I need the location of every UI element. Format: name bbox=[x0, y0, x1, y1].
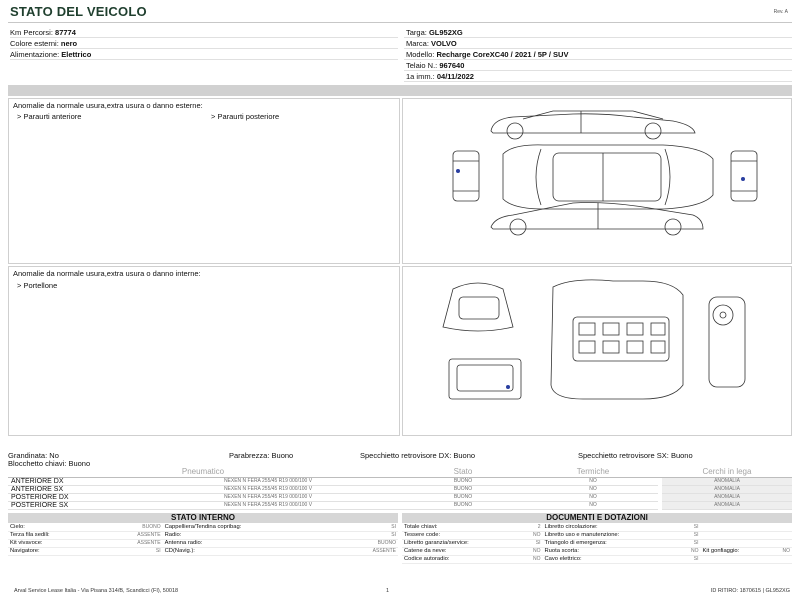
brand-label: Marca: bbox=[406, 39, 429, 48]
revision-label: Rev. A bbox=[773, 9, 788, 15]
interior-row bbox=[8, 523, 398, 531]
documents-row bbox=[402, 547, 792, 555]
item-value: BUONO bbox=[103, 523, 163, 531]
header-termiche: Termiche bbox=[528, 467, 658, 477]
item-label: Cappelliera/Tendina copribag: bbox=[163, 523, 339, 531]
item-value bbox=[772, 523, 792, 531]
documents-table bbox=[402, 523, 792, 564]
divider bbox=[404, 70, 792, 71]
item-value: SI bbox=[680, 555, 700, 563]
color-label: Colore esterni: bbox=[10, 39, 59, 48]
item-value: 2 bbox=[522, 523, 542, 531]
rim-status: ANOMALIA bbox=[662, 501, 792, 509]
divider bbox=[8, 22, 792, 23]
item-label: Ruota scorta: bbox=[543, 547, 681, 555]
tyre-row bbox=[8, 477, 792, 485]
model-value: Recharge CoreXC40 / 2021 / 5P / SUV bbox=[436, 50, 569, 59]
item-value bbox=[772, 555, 792, 563]
item-label: Radio: bbox=[163, 531, 339, 539]
item-label: Libretto uso e manutenzione: bbox=[543, 531, 681, 539]
header-cerchi: Cerchi in lega bbox=[662, 467, 792, 477]
tyres-table bbox=[8, 467, 792, 510]
chassis-value: 967640 bbox=[439, 61, 465, 70]
item-label: Totale chiavi: bbox=[402, 523, 522, 531]
tyre-row bbox=[8, 501, 792, 509]
external-damage-panel bbox=[8, 98, 400, 264]
tyre-model: NEXEN N FERA 255/45 R19 000/100 V bbox=[138, 493, 398, 501]
model-label: Modello: bbox=[406, 50, 435, 59]
vehicle-info-left bbox=[10, 27, 91, 60]
pickup-id: ID RITIRO: 1870615 | GL952XG bbox=[710, 588, 790, 594]
item-value: NO bbox=[522, 555, 542, 563]
divider bbox=[404, 37, 792, 38]
mirror-left-status: Specchietto retrovisore SX: Buono bbox=[578, 451, 693, 460]
item-label bbox=[701, 539, 772, 547]
tyre-position: POSTERIORE SX bbox=[8, 501, 138, 509]
item-label: Codice autoradio: bbox=[402, 555, 522, 563]
item-value: SI bbox=[680, 531, 700, 539]
header-stato: Stato bbox=[398, 467, 528, 477]
tyre-row bbox=[8, 485, 792, 493]
item-label bbox=[701, 531, 772, 539]
item-label bbox=[701, 523, 772, 531]
item-label: Antenna radio: bbox=[163, 539, 339, 547]
damage-item: > Paraurti anteriore bbox=[17, 112, 82, 121]
fuel-label: Alimentazione: bbox=[10, 50, 60, 59]
item-label: Triangolo di emergenza: bbox=[543, 539, 681, 547]
plate-value: GL952XG bbox=[428, 28, 463, 37]
interior-row bbox=[8, 547, 398, 555]
key-lock-status: Blocchetto chiavi: Buono bbox=[8, 459, 91, 468]
internal-damage-title: Anomalie da normale usura,extra usura o danno interne: bbox=[13, 269, 201, 278]
hail-status: Grandinata: No bbox=[8, 451, 59, 460]
header-pneumatico: Pneumatico bbox=[8, 467, 398, 477]
vehicle-info-right bbox=[406, 27, 568, 82]
interior-title: STATO INTERNO bbox=[8, 513, 398, 523]
tyre-row bbox=[8, 493, 792, 501]
tyre-winter: NO bbox=[528, 501, 658, 509]
item-value: BUONO bbox=[338, 539, 398, 547]
tyre-model: NEXEN N FERA 255/45 R19 000/100 V bbox=[138, 477, 398, 485]
interior-table bbox=[8, 523, 398, 556]
item-value bbox=[772, 531, 792, 539]
brand-value: VOLVO bbox=[431, 39, 457, 48]
damage-marker bbox=[741, 177, 745, 181]
item-value: SI bbox=[103, 547, 163, 555]
item-label: Libretto garanzia/service: bbox=[402, 539, 522, 547]
tyre-winter: NO bbox=[528, 477, 658, 485]
external-damage-title: Anomalie da normale usura,extra usura o danno esterne: bbox=[13, 101, 203, 110]
registration-value: 04/11/2022 bbox=[436, 72, 474, 81]
divider bbox=[404, 59, 792, 60]
documents-row bbox=[402, 555, 792, 563]
windscreen-status: Parabrezza: Buono bbox=[229, 451, 294, 460]
item-value: SI bbox=[522, 539, 542, 547]
item-value: NO bbox=[680, 547, 700, 555]
documents-row bbox=[402, 539, 792, 547]
tyre-model: NEXEN N FERA 255/45 R19 000/100 V bbox=[138, 485, 398, 493]
car-interior-diagram bbox=[403, 267, 793, 437]
rim-status: ANOMALIA bbox=[662, 485, 792, 493]
footer-company: Arval Service Lease Italia - Via Pisana 314/B, Scandicci (FI), 50018 bbox=[14, 588, 179, 594]
damage-item: > Paraurti posteriore bbox=[211, 112, 280, 121]
item-label: Libretto circolazione: bbox=[543, 523, 681, 531]
tyre-condition: BUONO bbox=[398, 485, 528, 493]
page-title: STATO DEL VEICOLO bbox=[10, 4, 147, 19]
item-value: ASSENTE bbox=[103, 531, 163, 539]
tyre-condition: BUONO bbox=[398, 477, 528, 485]
damage-marker bbox=[506, 385, 510, 389]
divider bbox=[404, 48, 792, 49]
km-label: Km Percorsi: bbox=[10, 28, 53, 37]
mirror-right-status: Specchietto retrovisore DX: Buono bbox=[360, 451, 476, 460]
item-label: Cavo elettrico: bbox=[543, 555, 681, 563]
tyre-condition: BUONO bbox=[398, 493, 528, 501]
interior-row bbox=[8, 531, 398, 539]
tyre-winter: NO bbox=[528, 493, 658, 501]
item-value: SI bbox=[680, 539, 700, 547]
item-value bbox=[772, 539, 792, 547]
interior-section bbox=[8, 513, 398, 556]
tyres-header-row bbox=[8, 467, 792, 477]
divider bbox=[10, 37, 398, 38]
item-value: SI bbox=[338, 523, 398, 531]
item-label bbox=[701, 555, 772, 563]
item-label: Kit gonfiaggio: bbox=[701, 547, 772, 555]
rim-status: ANOMALIA bbox=[662, 493, 792, 501]
documents-row bbox=[402, 523, 792, 531]
tyre-position: ANTERIORE SX bbox=[8, 485, 138, 493]
interior-row bbox=[8, 539, 398, 547]
registration-label: 1a imm.: bbox=[406, 72, 435, 81]
item-value: NO bbox=[522, 531, 542, 539]
item-label: CD(Navig.): bbox=[163, 547, 339, 555]
car-exterior-diagram bbox=[403, 99, 793, 265]
section-separator bbox=[8, 85, 792, 96]
item-label: Cielo: bbox=[8, 523, 103, 531]
page-number: 1 bbox=[386, 588, 390, 594]
tyre-position: POSTERIORE DX bbox=[8, 493, 138, 501]
item-label: Navigatore: bbox=[8, 547, 103, 555]
documents-row bbox=[402, 531, 792, 539]
divider bbox=[10, 48, 398, 49]
item-label: Terza fila sedili: bbox=[8, 531, 103, 539]
item-label: Kit vivavoce: bbox=[8, 539, 103, 547]
tyre-winter: NO bbox=[528, 485, 658, 493]
fuel-value: Elettrico bbox=[61, 50, 92, 59]
plate-label: Targa: bbox=[406, 28, 427, 37]
item-value: NO bbox=[772, 547, 792, 555]
item-value: SI bbox=[338, 531, 398, 539]
rim-status: ANOMALIA bbox=[662, 477, 792, 485]
item-label: Catene da neve: bbox=[402, 547, 522, 555]
documents-title: DOCUMENTI E DOTAZIONI bbox=[402, 513, 792, 523]
divider bbox=[404, 81, 792, 82]
item-label: Tessere code: bbox=[402, 531, 522, 539]
internal-diagram-panel bbox=[402, 266, 792, 436]
item-value: ASSENTE bbox=[338, 547, 398, 555]
internal-damage-panel bbox=[8, 266, 400, 436]
tyre-model: NEXEN N FERA 255/45 R19 000/100 V bbox=[138, 501, 398, 509]
km-value: 87774 bbox=[55, 28, 76, 37]
chassis-label: Telaio N.: bbox=[406, 61, 438, 70]
color-value: nero bbox=[60, 39, 78, 48]
damage-marker bbox=[456, 169, 460, 173]
tyre-position: ANTERIORE DX bbox=[8, 477, 138, 485]
item-value: SI bbox=[680, 523, 700, 531]
tyre-condition: BUONO bbox=[398, 501, 528, 509]
item-value: NO bbox=[522, 547, 542, 555]
item-value: ASSENTE bbox=[103, 539, 163, 547]
external-diagram-panel bbox=[402, 98, 792, 264]
documents-section bbox=[402, 513, 792, 564]
damage-item: > Portellone bbox=[17, 281, 58, 290]
divider bbox=[10, 59, 398, 60]
